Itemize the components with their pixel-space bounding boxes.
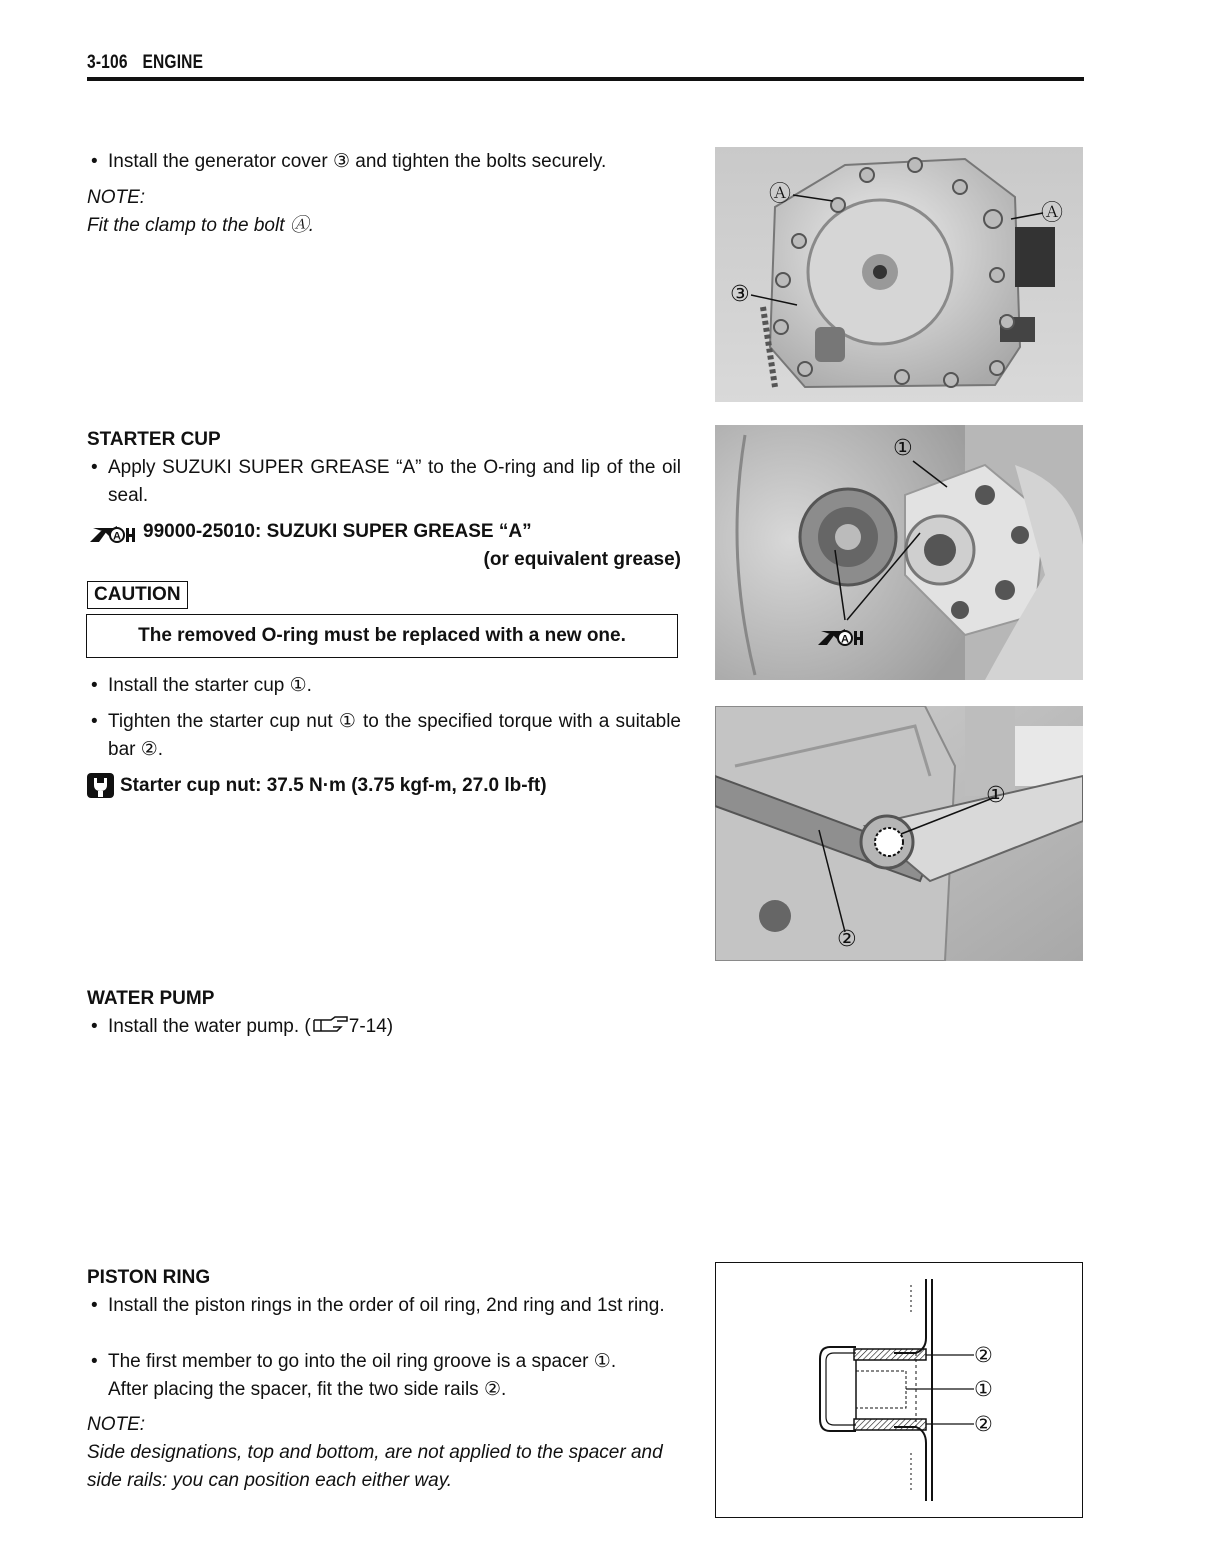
callout-1: ① bbox=[986, 783, 1006, 808]
piston-ring-diagram bbox=[715, 1262, 1083, 1518]
callout-a-right: Ⓐ bbox=[1041, 201, 1064, 226]
piston-ring-spacer-bullet: • The first member to go into the oil ring groove is a spacer ①. After placing the spacer, fit the two side rails ②. bbox=[91, 1351, 617, 1400]
starter-cup-heading: STARTER CUP bbox=[87, 429, 221, 450]
page-header bbox=[87, 52, 203, 74]
grease-spec: 99000-25010: SUZUKI SUPER GREASE “A” bbox=[143, 521, 532, 542]
spacer-line-1: The first member to go into the oil ring groove is a spacer ①. bbox=[108, 1351, 617, 1372]
spacer-line-2: After placing the spacer, fit the two side rails ②. bbox=[108, 1379, 507, 1400]
water-pump-text: Install the water pump. ( bbox=[108, 1016, 311, 1037]
starter-cup-grease-photo bbox=[715, 425, 1083, 680]
callout-2-top: ② bbox=[974, 1343, 993, 1367]
callout-1: ① bbox=[893, 436, 913, 461]
piston-ring-drawing bbox=[716, 1263, 1082, 1517]
piston-note-label: NOTE: bbox=[87, 1414, 146, 1435]
chapter-title: ENGINE bbox=[142, 52, 204, 73]
callout-2: ② bbox=[837, 927, 857, 952]
torque-spec: Starter cup nut: 37.5 N·m (3.75 kgf-m, 27.0 lb-ft) bbox=[120, 775, 547, 796]
caution-box: The removed O-ring must be replaced with a new one. bbox=[86, 614, 678, 658]
callout-a-left: Ⓐ bbox=[769, 182, 792, 207]
callout-1: ① bbox=[974, 1377, 993, 1401]
grease-alt: (or equivalent grease) bbox=[483, 549, 681, 570]
tighten-starter-cup-bullet: • Tighten the starter cup nut ① to the specified torque with a suitable bar ②. bbox=[91, 711, 681, 760]
water-pump-ref: 7-14) bbox=[348, 1016, 394, 1037]
grease-badge-letter: A bbox=[841, 633, 849, 646]
generator-note-label: NOTE: bbox=[87, 187, 146, 208]
generator-note-text: Fit the clamp to the bolt Ⓐ. bbox=[87, 215, 315, 236]
piston-ring-heading: PISTON RING bbox=[87, 1267, 211, 1288]
piston-ring-order-bullet: • Install the piston rings in the order of oil ring, 2nd ring and 1st ring. bbox=[91, 1295, 665, 1316]
torque-illustration bbox=[715, 706, 1083, 961]
caution-label: CAUTION bbox=[87, 581, 188, 609]
install-starter-cup-bullet: • Install the starter cup ①. bbox=[91, 675, 312, 696]
callout-2-bottom: ② bbox=[974, 1412, 993, 1436]
starter-cup-illustration bbox=[715, 425, 1083, 680]
grease-icon-letter: A bbox=[113, 530, 121, 543]
grease-icon bbox=[87, 518, 137, 546]
starter-cup-grease-bullet: • Apply SUZUKI SUPER GREASE “A” to the O-ring and lip of the oil seal. bbox=[91, 457, 681, 506]
generator-cover-bullet: • Install the generator cover ③ and tighten the bolts securely. bbox=[91, 151, 607, 172]
reference-hand-icon bbox=[311, 1015, 349, 1035]
piston-note-text: Side designations, top and bottom, are not applied to the spacer and side rails: you can position each either way. bbox=[87, 1442, 663, 1491]
torque-wrench-icon bbox=[87, 773, 114, 798]
water-pump-bullet: • Install the water pump. ( 7-14) bbox=[91, 1016, 394, 1037]
section-number: 3-106 bbox=[87, 52, 128, 73]
starter-cup-torque-photo bbox=[715, 706, 1083, 961]
water-pump-heading: WATER PUMP bbox=[87, 988, 215, 1009]
callout-3: ③ bbox=[730, 282, 750, 307]
header-rule bbox=[87, 77, 1084, 81]
generator-cover-photo bbox=[715, 147, 1083, 402]
